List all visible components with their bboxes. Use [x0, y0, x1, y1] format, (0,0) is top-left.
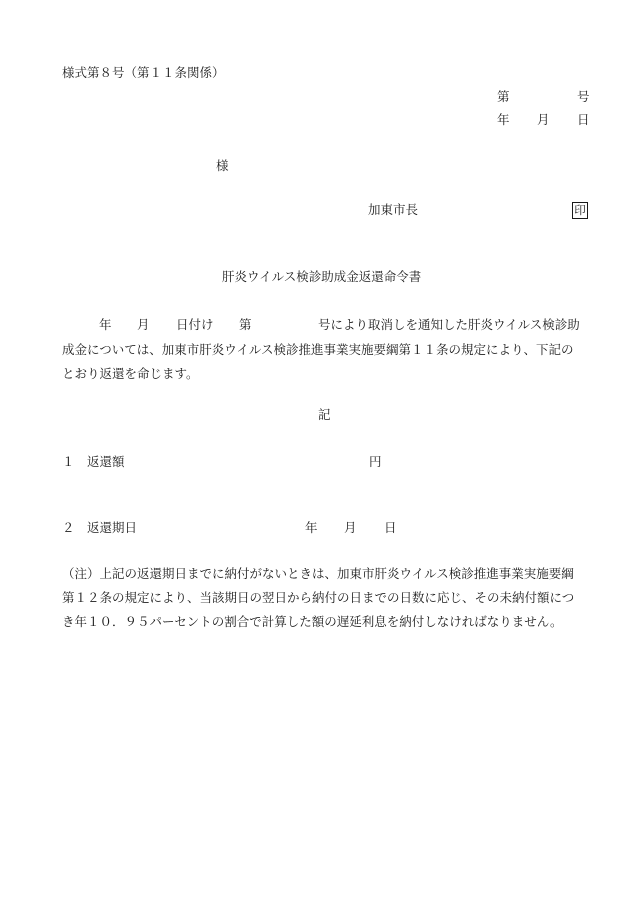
document-title: 肝炎ウイルス検診助成金返還命令書: [222, 269, 422, 284]
note-line3: き年１０．９５パーセントの割合で計算した額の遅延利息を納付しなければなりません。: [62, 614, 563, 629]
doc-date-month: 月: [537, 112, 550, 127]
notice-line2: 成金については、加東市肝炎ウイルス検診推進事業実施要綱第１１条の規定により、下記の: [62, 342, 574, 357]
note-line1: （注）上記の返還期日までに納付がないときは、加東市肝炎ウイルス検診推進事業実施要綱: [62, 566, 574, 581]
recipient-suffix: 様: [216, 158, 229, 173]
issuer: 加東市長: [368, 202, 419, 217]
note-line2: 第１２条の規定により、当該期日の翌日から納付の日までの日数に応じ、その未納付額につ: [62, 590, 575, 605]
ki-heading: 記: [318, 407, 331, 422]
item2-year: 年: [305, 520, 318, 535]
item2-number: ２: [62, 520, 75, 535]
notice-line3: とおり返還を命じます。: [62, 366, 199, 381]
notice-line1-tail: 号により取消しを通知した肝炎ウイルス検診助: [318, 317, 580, 332]
notice-dated: 日付け: [176, 317, 214, 332]
notice-dai: 第: [239, 317, 252, 332]
doc-number-prefix: 第: [497, 89, 510, 104]
item1-unit: 円: [369, 454, 382, 469]
item1-label: 返還額: [87, 454, 125, 469]
item2-day: 日: [384, 520, 397, 535]
notice-year: 年: [99, 317, 112, 332]
doc-number-suffix: 号: [577, 89, 590, 104]
notice-month: 月: [137, 317, 150, 332]
seal-mark: 印: [572, 202, 588, 219]
item2-label: 返還期日: [87, 520, 138, 535]
seal-stamp: [572, 202, 588, 219]
doc-date-year: 年: [497, 112, 510, 127]
item1-number: １: [62, 454, 75, 469]
doc-date-day: 日: [577, 112, 590, 127]
form-label: 様式第８号（第１１条関係）: [62, 65, 225, 80]
item2-month: 月: [344, 520, 357, 535]
